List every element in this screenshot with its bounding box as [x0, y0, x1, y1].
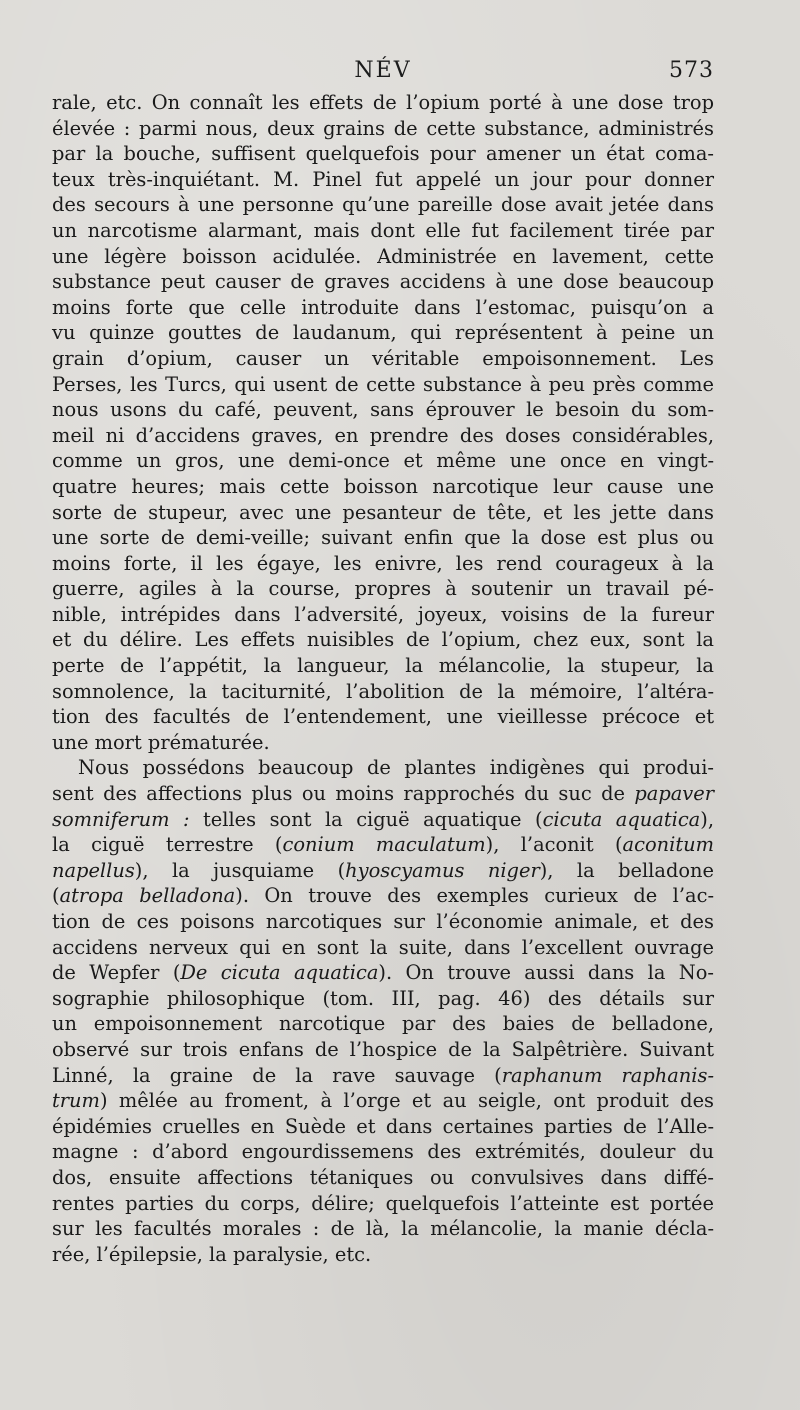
text-line [52, 474, 714, 500]
text-line [52, 704, 714, 730]
text-segment: ), [700, 807, 714, 831]
text-segment: magne : d’abord engourdissemens des extrémités, douleur du [52, 1140, 714, 1164]
text-segment: moins forte, il les égaye, les enivre, les rend courageux à la [52, 551, 714, 575]
text-segment: épidémies cruelles en Suède et dans certaines parties de l’Alle- [52, 1114, 714, 1138]
text-line [52, 858, 714, 884]
text-segment: Linné, la graine de la rave sauvage ( [52, 1063, 502, 1087]
text-line [52, 935, 714, 961]
italic-segment: conium maculatum [282, 833, 486, 857]
text-line [52, 986, 714, 1012]
italic-segment: papaver [634, 782, 714, 806]
text-line [52, 883, 714, 909]
italic-segment: raphanum raphanis- [501, 1063, 714, 1087]
text-segment: ) mêlée au froment, à l’orge et au seigle, ont produit des [99, 1089, 714, 1113]
text-segment: tion des facultés de l’entendement, une vieillesse précoce et [52, 705, 714, 729]
text-segment: par la bouche, suffisent quelquefois pour amener un état coma- [52, 142, 714, 166]
text-line [52, 781, 714, 807]
text-line [52, 141, 714, 167]
text-segment: une mort prématurée. [52, 730, 270, 754]
text-line [52, 269, 714, 295]
italic-segment: cicuta aquatica [542, 807, 701, 831]
text-segment: de Wepfer ( [52, 961, 181, 985]
italic-segment: somniferum : [52, 807, 190, 831]
text-segment: accidens nerveux qui en sont la suite, dans l’excellent ouvrage [52, 935, 714, 959]
text-segment: un narcotisme alarmant, mais dont elle fut facilement tirée par [52, 218, 714, 242]
page-header [52, 58, 714, 90]
text-line [52, 960, 714, 986]
text-segment: ), la belladone [539, 858, 714, 882]
running-title: NÉV [354, 58, 412, 83]
italic-segment: atropa belladona [59, 884, 236, 908]
text-line [52, 1063, 714, 1089]
text-line [52, 346, 714, 372]
italic-segment: trum [52, 1089, 100, 1113]
text-line [52, 1139, 714, 1165]
text-segment: une légère boisson acidulée. Administrée en lavement, cette [52, 244, 714, 268]
text-line [52, 423, 714, 449]
italic-segment: hyoscyamus niger [345, 858, 540, 882]
text-segment: sent des affections plus ou moins rapprochés du suc de [52, 782, 635, 806]
text-line [52, 679, 714, 705]
text-line [52, 218, 714, 244]
text-segment: sographie philosophique (tom. III, pag. 46) des détails sur [52, 986, 714, 1010]
text-segment: ( [52, 884, 60, 908]
text-segment: comme un gros, une demi-once et même une once en vingt- [52, 449, 714, 473]
italic-segment: napellus [52, 858, 135, 882]
text-segment: quatre heures; mais cette boisson narcotique leur cause une [52, 474, 714, 498]
text-line [52, 832, 714, 858]
text-segment: teux très-inquiétant. M. Pinel fut appelé un jour pour donner [52, 167, 714, 191]
text-line [52, 602, 714, 628]
text-segment: rale, etc. On connaît les effets de l’opium porté à une dose trop [52, 91, 714, 114]
italic-segment: De cicuta aquatica [180, 961, 379, 985]
text-segment: nous usons du café, peuvent, sans éprouver le besoin du som- [52, 398, 714, 422]
text-line [52, 551, 714, 577]
text-segment: sur les facultés morales : de là, la mélancolie, la manie décla- [52, 1217, 714, 1241]
text-line [52, 1011, 714, 1037]
text-segment: et du délire. Les effets nuisibles de l’opium, chez eux, sont la [52, 628, 714, 652]
text-line [52, 525, 714, 551]
body-text [52, 90, 714, 1267]
text-line [52, 448, 714, 474]
text-line [52, 244, 714, 270]
text-segment: meil ni d’accidens graves, en prendre des doses considérables, [52, 423, 714, 447]
text-segment: ), la jusquiame ( [134, 858, 346, 882]
text-segment: rée, l’épilepsie, la paralysie, etc. [52, 1242, 372, 1266]
text-line [52, 295, 714, 321]
text-line [52, 1037, 714, 1063]
text-line [52, 1242, 714, 1268]
paragraph [52, 90, 714, 755]
text-line [52, 807, 714, 833]
text-line [52, 627, 714, 653]
text-segment: rentes parties du corps, délire; quelquefois l’atteinte est portée [52, 1191, 714, 1215]
text-segment: un empoisonnement narcotique par des baies de belladone, [52, 1012, 714, 1036]
text-segment: une sorte de demi-veille; suivant enfin que la dose est plus ou [52, 526, 714, 550]
italic-segment: aconitum [622, 833, 714, 857]
text-segment: moins forte que celle introduite dans l’estomac, puisqu’on a [52, 295, 714, 319]
text-segment: ). On trouve des exemples curieux de l’ac- [235, 884, 714, 908]
paragraph [52, 755, 714, 1267]
text-segment: sorte de stupeur, avec une pesanteur de tête, et les jette dans [52, 500, 714, 524]
text-segment: vu quinze gouttes de laudanum, qui représentent à peine un [52, 321, 714, 345]
text-line [52, 576, 714, 602]
text-line [52, 653, 714, 679]
text-segment: Nous possédons beaucoup de plantes indigènes qui produi- [78, 756, 714, 780]
text-segment: Perses, les Turcs, qui usent de cette substance à peu près comme [52, 372, 714, 396]
text-line [52, 755, 714, 781]
text-line [52, 909, 714, 935]
text-segment: grain d’opium, causer un véritable empoisonnement. Les [52, 346, 714, 370]
text-line [52, 1165, 714, 1191]
text-line [52, 167, 714, 193]
text-segment: substance peut causer de graves accidens à une dose beaucoup [52, 270, 714, 294]
text-segment: ). On trouve aussi dans la No- [378, 961, 714, 985]
text-segment: telles sont la ciguë aquatique ( [189, 807, 543, 831]
text-segment: la ciguë terrestre ( [52, 833, 283, 857]
text-line [52, 372, 714, 398]
text-line [52, 500, 714, 526]
text-line [52, 397, 714, 423]
text-line [52, 320, 714, 346]
text-segment: observé sur trois enfans de l’hospice de la Salpêtrière. Suivant [52, 1037, 714, 1061]
text-segment: ), l’aconit ( [485, 833, 623, 857]
page-number: 573 [669, 58, 714, 83]
text-segment: dos, ensuite affections tétaniques ou convulsives dans diffé- [52, 1165, 714, 1189]
text-line [52, 1191, 714, 1217]
text-segment: des secours à une personne qu’une pareille dose avait jetée dans [52, 193, 714, 217]
text-segment: tion de ces poisons narcotiques sur l’économie animale, et des [52, 910, 714, 933]
text-segment: guerre, agiles à la course, propres à soutenir un travail pé- [52, 577, 714, 601]
text-segment: somnolence, la taciturnité, l’abolition de la mémoire, l’altéra- [52, 679, 714, 703]
text-line [52, 116, 714, 142]
text-line [52, 1114, 714, 1140]
text-segment: nible, intrépides dans l’adversité, joyeux, voisins de la fureur [52, 602, 714, 626]
text-line [52, 192, 714, 218]
text-line [52, 90, 714, 116]
text-line [52, 1088, 714, 1114]
text-line [52, 1216, 714, 1242]
text-segment: élevée : parmi nous, deux grains de cette substance, administrés [52, 116, 714, 140]
text-segment: perte de l’appétit, la langueur, la mélancolie, la stupeur, la [52, 654, 714, 678]
text-line [52, 730, 714, 756]
